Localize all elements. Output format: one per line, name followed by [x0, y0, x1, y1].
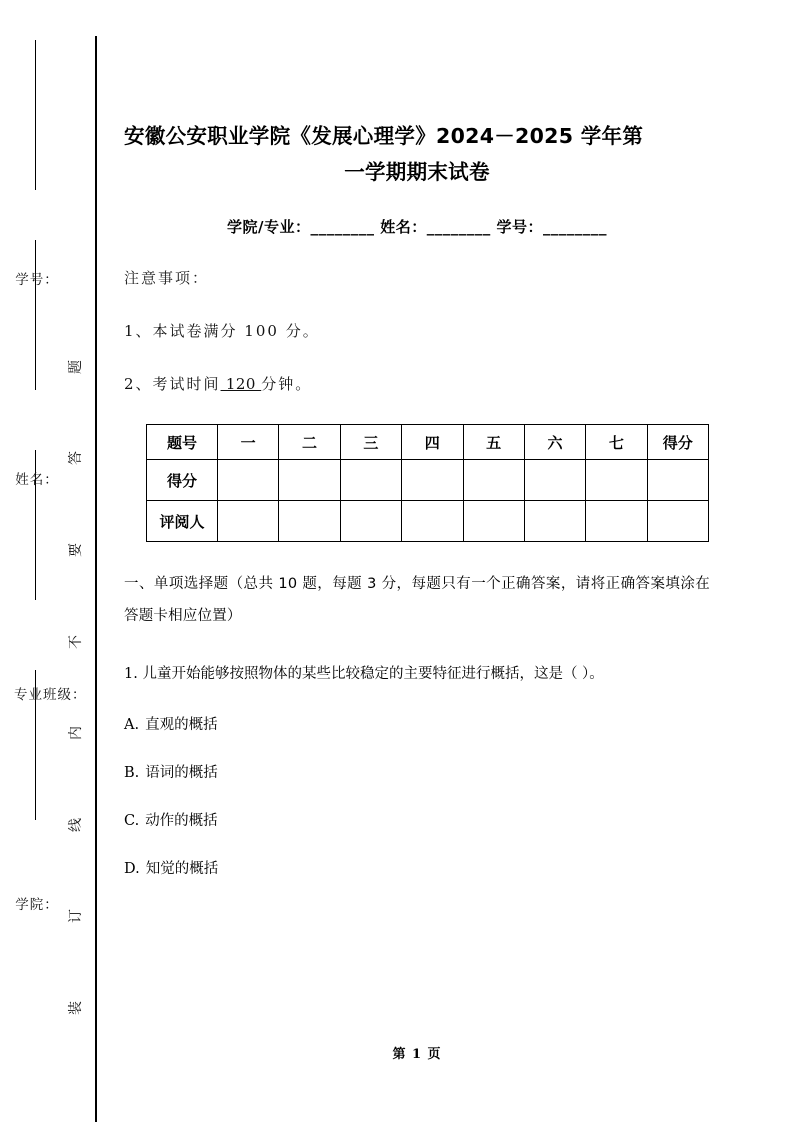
sidebar-note-char: 订: [68, 909, 84, 923]
sidebar-note-char: 答: [68, 451, 84, 465]
table-row-label: 评阅人: [147, 501, 218, 542]
option-label: C.: [124, 813, 140, 829]
section-heading-1: 一、单项选择题（总共 10 题，每题 3 分，每题只有一个正确答案，请将正确答案填涂在答题卡相应位置）: [124, 576, 710, 624]
sidebar-field-zhuanye-banji-label: 专业班级：: [14, 687, 87, 703]
sidebar-note-char: 内: [68, 726, 84, 740]
table-header-cell: 题号: [147, 425, 218, 460]
question-1-option-d[interactable]: [124, 856, 710, 882]
table-cell[interactable]: [402, 460, 463, 501]
table-cell[interactable]: [647, 460, 708, 501]
table-cell[interactable]: [586, 501, 647, 542]
question-1-option-c[interactable]: [124, 808, 710, 834]
student-info-line: 学院/专业：________ 姓名：________ 学号：________: [227, 218, 607, 236]
table-header-cell: 三: [340, 425, 401, 460]
binding-divider-line: [95, 36, 97, 1122]
table-cell[interactable]: [279, 501, 340, 542]
page-title-line-1: 安徽公安职业学院《发展心理学》2024－2025 学年第: [124, 124, 644, 148]
sidebar-note-char: 装: [68, 1001, 84, 1015]
page-title: [124, 0, 710, 190]
sidebar-blank-line-xuehao: [35, 40, 36, 190]
notes-heading: 注意事项：: [124, 269, 210, 287]
table-cell[interactable]: [463, 501, 524, 542]
table-cell[interactable]: [524, 460, 585, 501]
table-row-header: [147, 425, 709, 460]
binding-margin: [0, 0, 96, 1122]
sidebar-field-xueyuan-label: 学院：: [15, 897, 59, 913]
table-row-label: 得分: [147, 460, 218, 501]
table-header-cell: 七: [586, 425, 647, 460]
sidebar-note-char: 不: [68, 635, 84, 649]
question-1-number: 1.: [124, 666, 138, 682]
sidebar-note-char: 线: [68, 818, 84, 832]
question-1-stem: 儿童开始能够按照物体的某些比较稳定的主要特征进行概括，这是（ ）。: [142, 666, 604, 682]
table-cell[interactable]: [402, 501, 463, 542]
table-row: [147, 501, 709, 542]
table-header-cell: 五: [463, 425, 524, 460]
option-label: B.: [124, 765, 140, 781]
page-footer: 第 1 页: [392, 1047, 442, 1062]
table-cell[interactable]: [586, 460, 647, 501]
table-cell[interactable]: [218, 460, 279, 501]
table-header-cell: 一: [218, 425, 279, 460]
table-cell[interactable]: [279, 460, 340, 501]
table-row: [147, 460, 709, 501]
option-text: 语词的概括: [145, 765, 218, 781]
note-item-1: 1、本试卷满分 100 分。: [124, 322, 320, 340]
table-header-cell: 得分: [647, 425, 708, 460]
sidebar-field-xuehao: [14, 268, 60, 288]
table-header-cell: 六: [524, 425, 585, 460]
sidebar-field-xingming: [14, 468, 60, 488]
page-title-line-2: 一学期期末试卷: [344, 160, 490, 184]
sidebar-note-char: 要: [68, 543, 84, 557]
option-text: 知觉的概括: [145, 861, 219, 877]
table-cell[interactable]: [524, 501, 585, 542]
option-label: A.: [124, 717, 140, 733]
exam-duration-value: 120: [220, 375, 262, 393]
table-cell[interactable]: [340, 501, 401, 542]
sidebar-field-xingming-label: 姓名：: [15, 472, 59, 488]
sidebar-field-xuehao-label: 学号：: [15, 272, 59, 288]
question-1: [124, 658, 710, 690]
option-text: 直观的概括: [145, 717, 218, 733]
sidebar-blank-line-xingming: [35, 240, 36, 390]
table-cell[interactable]: [463, 460, 524, 501]
document-body: [124, 0, 710, 882]
score-table: [146, 424, 709, 542]
sidebar-note-char: 题: [68, 360, 84, 374]
table-header-cell: 四: [402, 425, 463, 460]
question-1-option-a[interactable]: [124, 712, 710, 738]
sidebar-field-xueyuan: [14, 893, 60, 913]
question-1-option-b[interactable]: [124, 760, 710, 786]
sidebar-field-zhuanye-banji: [14, 683, 87, 703]
table-cell[interactable]: [647, 501, 708, 542]
note-item-2: [124, 373, 710, 394]
table-cell[interactable]: [218, 501, 279, 542]
option-label: D.: [124, 861, 140, 877]
table-cell[interactable]: [340, 460, 401, 501]
table-header-cell: 二: [279, 425, 340, 460]
note-item-2-after: 分钟。: [261, 375, 313, 393]
option-text: 动作的概括: [145, 813, 218, 829]
note-item-2-before: 2、考试时间: [124, 375, 221, 393]
